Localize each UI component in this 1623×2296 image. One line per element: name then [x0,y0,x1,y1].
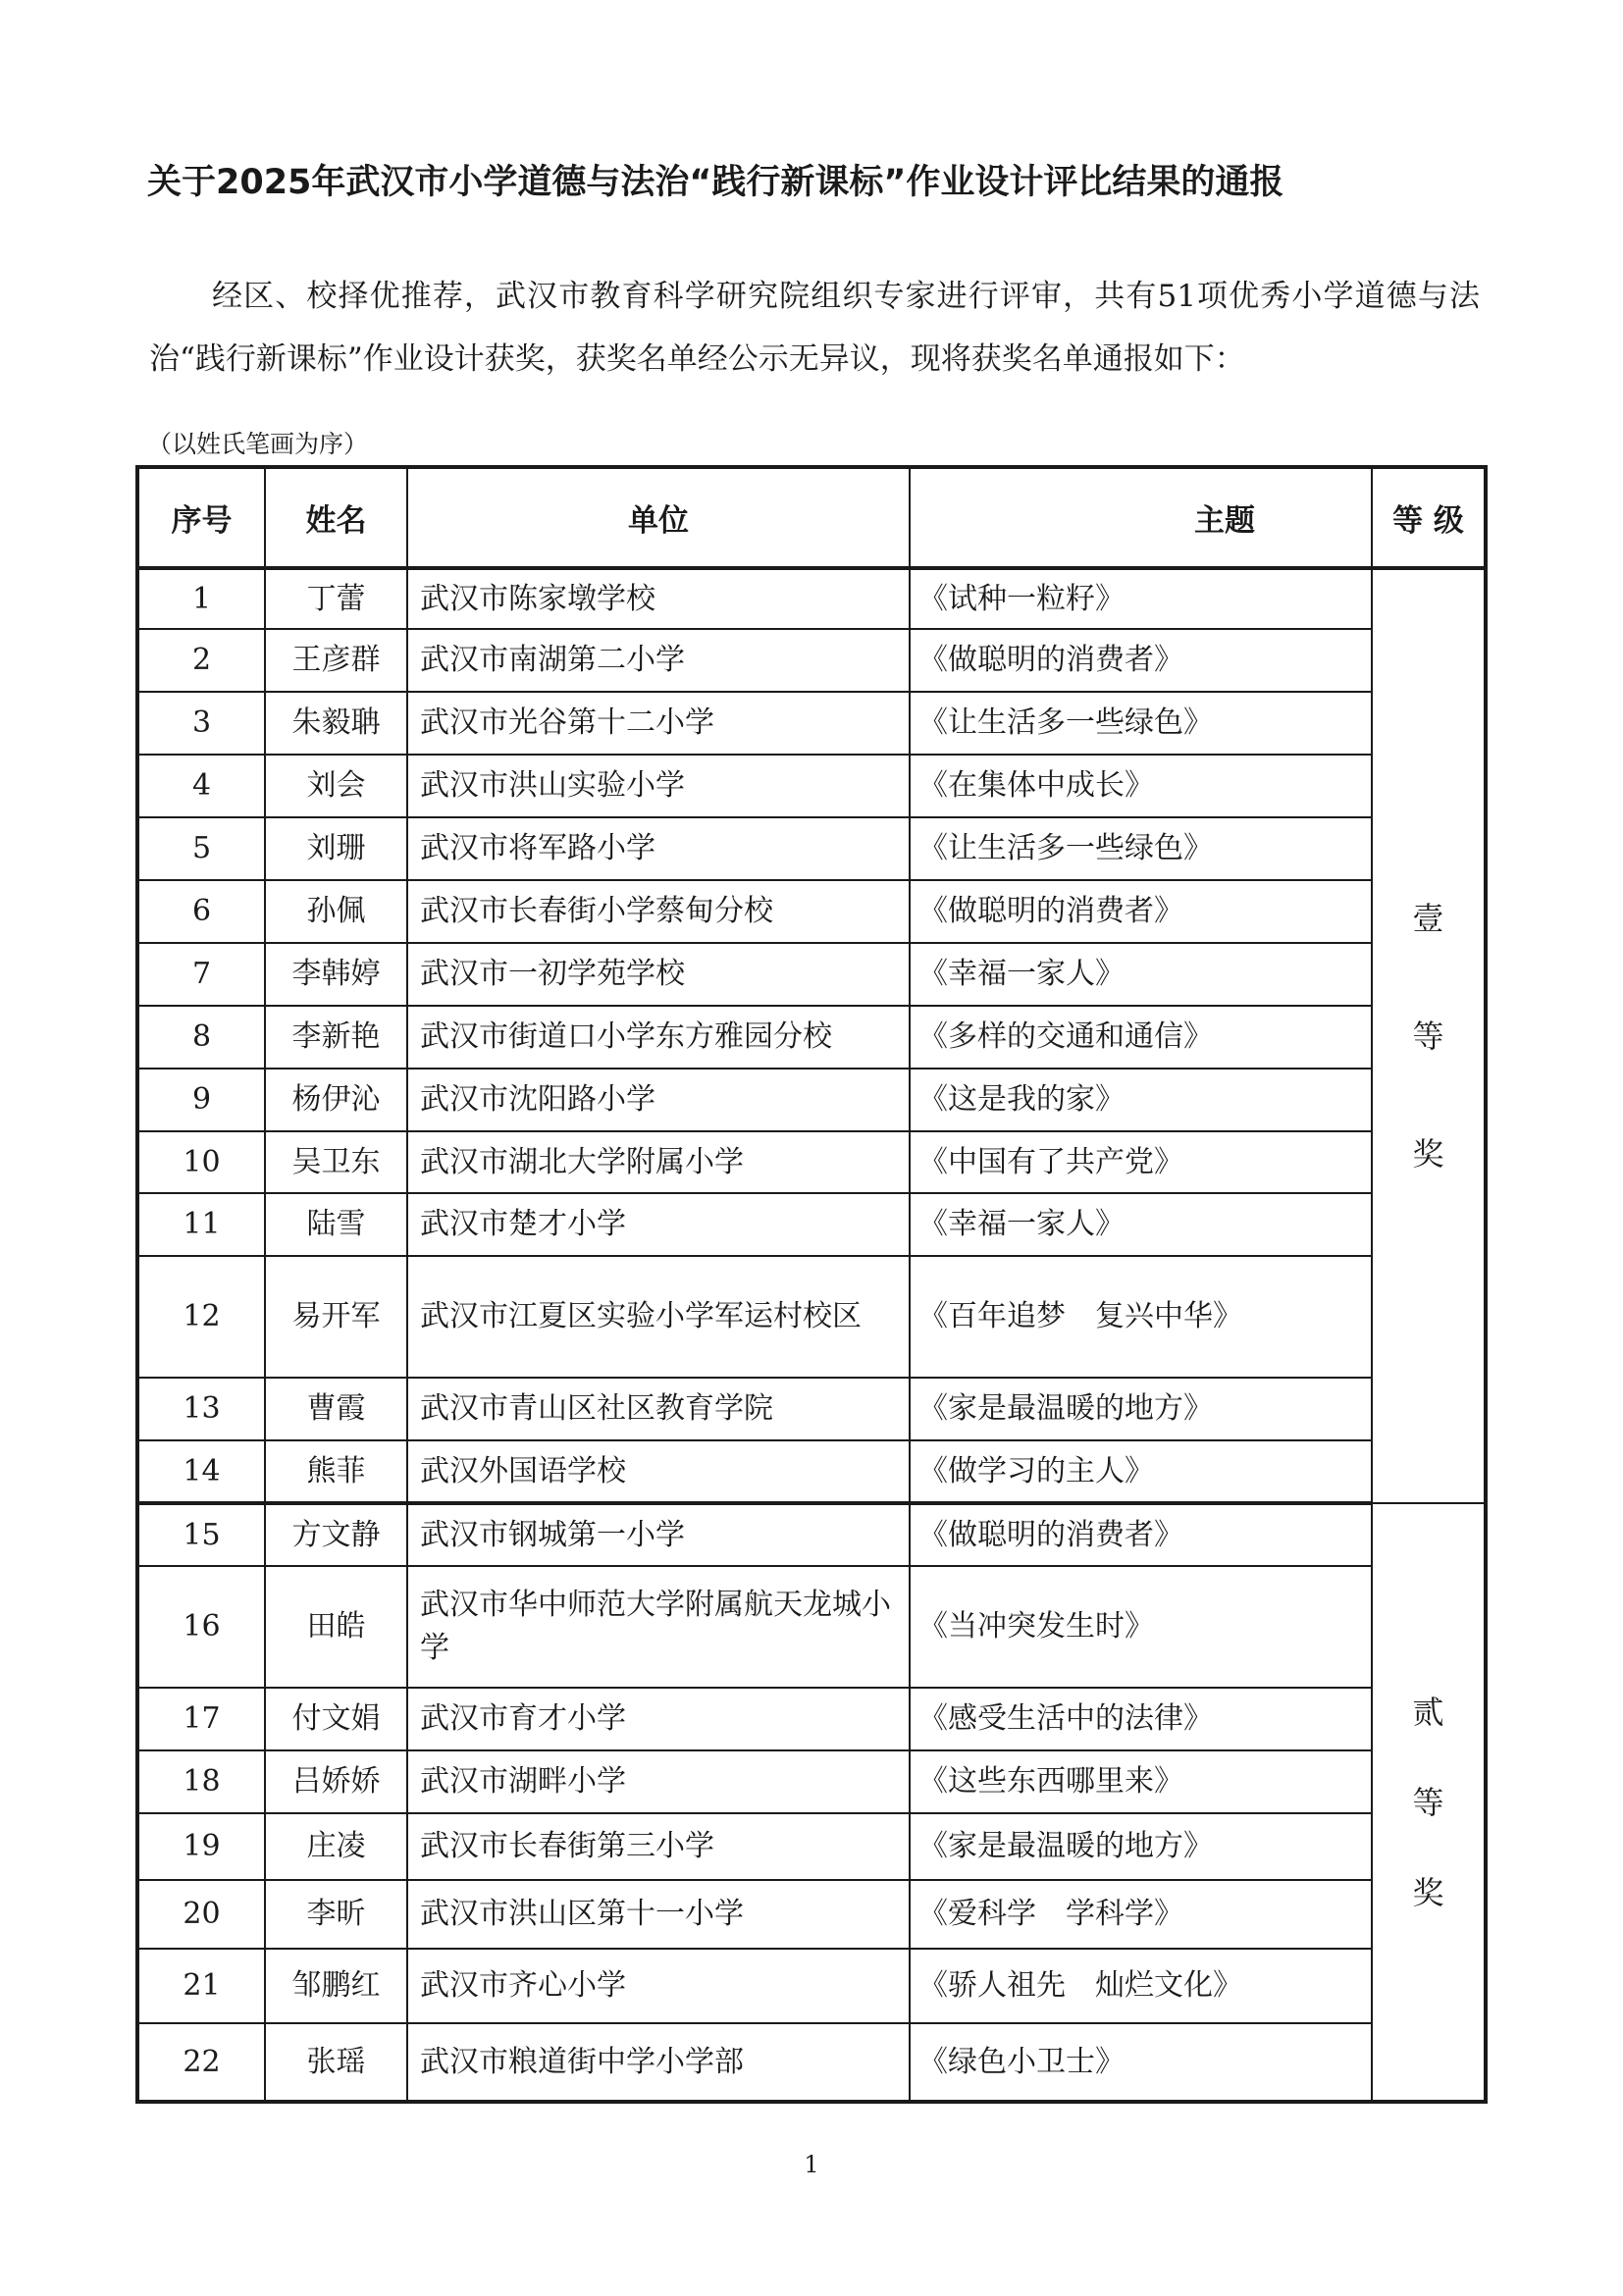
level-second-prize [1372,1503,1486,2102]
cell-no: 21 [137,1949,265,2023]
cell-unit: 武汉市江夏区实验小学军运村校区 [407,1256,910,1378]
table-row [137,1378,1486,1440]
cell-topic: 《多样的交通和通信》 [910,1006,1372,1069]
cell-name: 张瑶 [265,2023,407,2102]
page-number: 1 [804,2151,819,2178]
table-row [137,1688,1486,1750]
cell-topic: 《骄人祖先 灿烂文化》 [910,1949,1372,2023]
cell-no: 22 [137,2023,265,2102]
cell-topic: 《幸福一家人》 [910,1193,1372,1256]
cell-name: 刘会 [265,755,407,817]
order-note: （以姓氏笔画为序） [147,430,369,458]
level-first-prize [1372,568,1486,1503]
cell-no: 3 [137,692,265,755]
cell-topic: 《试种一粒籽》 [910,568,1372,629]
cell-name: 杨伊沁 [265,1069,407,1131]
cell-name: 朱毅聃 [265,692,407,755]
table-row [137,755,1486,817]
cell-unit: 武汉市华中师范大学附属航天龙城小学 [407,1566,910,1688]
level-char: 等 [1412,1783,1444,1821]
cell-topic: 《中国有了共产党》 [910,1131,1372,1193]
cell-topic: 《在集体中成长》 [910,755,1372,817]
cell-no: 2 [137,629,265,692]
header-topic: 主题 [910,467,1372,568]
cell-topic: 《幸福一家人》 [910,943,1372,1006]
cell-unit: 武汉市长春街小学蔡甸分校 [407,880,910,943]
table-row [137,1949,1486,2023]
table-row [137,943,1486,1006]
table-row [137,1503,1486,1566]
level-char: 奖 [1412,1873,1444,1911]
table-row [137,1131,1486,1193]
header-level: 等 级 [1372,467,1486,568]
table-row [137,568,1486,629]
cell-no: 12 [137,1256,265,1378]
level-char: 奖 [1412,1135,1444,1173]
cell-name: 丁蕾 [265,568,407,629]
level-char: 贰 [1412,1693,1444,1731]
cell-name: 陆雪 [265,1193,407,1256]
cell-topic: 《当冲突发生时》 [910,1566,1372,1688]
header-name: 姓名 [265,467,407,568]
cell-no: 11 [137,1193,265,1256]
cell-no: 15 [137,1503,265,1566]
awards-table [135,465,1488,2104]
cell-no: 14 [137,1440,265,1503]
table-row [137,1006,1486,1069]
table-header-row [137,467,1486,568]
cell-name: 熊菲 [265,1440,407,1503]
table-row [137,1880,1486,1949]
level-char: 壹 [1412,900,1444,937]
cell-topic: 《爱科学 学科学》 [910,1880,1372,1949]
cell-topic: 《做聪明的消费者》 [910,629,1372,692]
cell-topic: 《绿色小卫士》 [910,2023,1372,2102]
table-row [137,1813,1486,1880]
cell-no: 4 [137,755,265,817]
cell-no: 9 [137,1069,265,1131]
cell-topic: 《这是我的家》 [910,1069,1372,1131]
cell-topic: 《做学习的主人》 [910,1440,1372,1503]
cell-no: 17 [137,1688,265,1750]
cell-topic: 《家是最温暖的地方》 [910,1813,1372,1880]
header-unit: 单位 [407,467,910,568]
level-char: 等 [1412,1018,1444,1055]
cell-unit: 武汉市光谷第十二小学 [407,692,910,755]
cell-no: 7 [137,943,265,1006]
cell-no: 20 [137,1880,265,1949]
cell-name: 王彦群 [265,629,407,692]
table-row [137,629,1486,692]
cell-unit: 武汉市洪山实验小学 [407,755,910,817]
cell-no: 13 [137,1378,265,1440]
cell-topic: 《百年追梦 复兴中华》 [910,1256,1372,1378]
cell-no: 1 [137,568,265,629]
cell-no: 5 [137,817,265,880]
cell-name: 付文娟 [265,1688,407,1750]
cell-unit: 武汉市陈家墩学校 [407,568,910,629]
table-row [137,1069,1486,1131]
cell-unit: 武汉市街道口小学东方雅园分校 [407,1006,910,1069]
cell-unit: 武汉市粮道街中学小学部 [407,2023,910,2102]
cell-name: 李韩婷 [265,943,407,1006]
cell-unit: 武汉市齐心小学 [407,1949,910,2023]
cell-unit: 武汉外国语学校 [407,1440,910,1503]
cell-name: 方文静 [265,1503,407,1566]
cell-unit: 武汉市湖畔小学 [407,1750,910,1813]
table-row [137,2023,1486,2102]
cell-topic: 《这些东西哪里来》 [910,1750,1372,1813]
cell-name: 庄凌 [265,1813,407,1880]
cell-name: 曹霞 [265,1378,407,1440]
cell-topic: 《做聪明的消费者》 [910,1503,1372,1566]
header-no: 序号 [137,467,265,568]
table-row [137,1566,1486,1688]
cell-name: 吕娇娇 [265,1750,407,1813]
cell-name: 李新艳 [265,1006,407,1069]
cell-unit: 武汉市南湖第二小学 [407,629,910,692]
cell-unit: 武汉市一初学苑学校 [407,943,910,1006]
cell-no: 16 [137,1566,265,1688]
cell-topic: 《家是最温暖的地方》 [910,1378,1372,1440]
table-row [137,1440,1486,1503]
table-body [137,568,1486,2102]
document-title: 关于2025年武汉市小学道德与法治“践行新课标”作业设计评比结果的通报 [147,163,1284,202]
cell-name: 吴卫东 [265,1131,407,1193]
cell-name: 邹鹏红 [265,1949,407,2023]
table-row [137,1193,1486,1256]
cell-unit: 武汉市湖北大学附属小学 [407,1131,910,1193]
cell-no: 8 [137,1006,265,1069]
cell-no: 10 [137,1131,265,1193]
cell-no: 18 [137,1750,265,1813]
table-row [137,1256,1486,1378]
cell-unit: 武汉市长春街第三小学 [407,1813,910,1880]
cell-unit: 武汉市将军路小学 [407,817,910,880]
table-row [137,692,1486,755]
intro-paragraph: 经区、校择优推荐，武汉市教育科学研究院组织专家进行评审，共有51项优秀小学道德与法治“践行新课标”作业设计获奖，获奖名单经公示无异议，现将获奖名单通报如下： [149,279,1480,377]
cell-name: 田皓 [265,1566,407,1688]
table-row [137,880,1486,943]
cell-unit: 武汉市楚才小学 [407,1193,910,1256]
cell-unit: 武汉市青山区社区教育学院 [407,1378,910,1440]
cell-topic: 《感受生活中的法律》 [910,1688,1372,1750]
cell-name: 刘珊 [265,817,407,880]
table-row [137,1750,1486,1813]
cell-no: 6 [137,880,265,943]
cell-unit: 武汉市育才小学 [407,1688,910,1750]
table-row [137,817,1486,880]
cell-name: 李昕 [265,1880,407,1949]
cell-no: 19 [137,1813,265,1880]
cell-topic: 《让生活多一些绿色》 [910,692,1372,755]
cell-name: 易开军 [265,1256,407,1378]
cell-topic: 《让生活多一些绿色》 [910,817,1372,880]
cell-unit: 武汉市钢城第一小学 [407,1503,910,1566]
cell-name: 孙佩 [265,880,407,943]
cell-unit: 武汉市洪山区第十一小学 [407,1880,910,1949]
cell-topic: 《做聪明的消费者》 [910,880,1372,943]
cell-unit: 武汉市沈阳路小学 [407,1069,910,1131]
